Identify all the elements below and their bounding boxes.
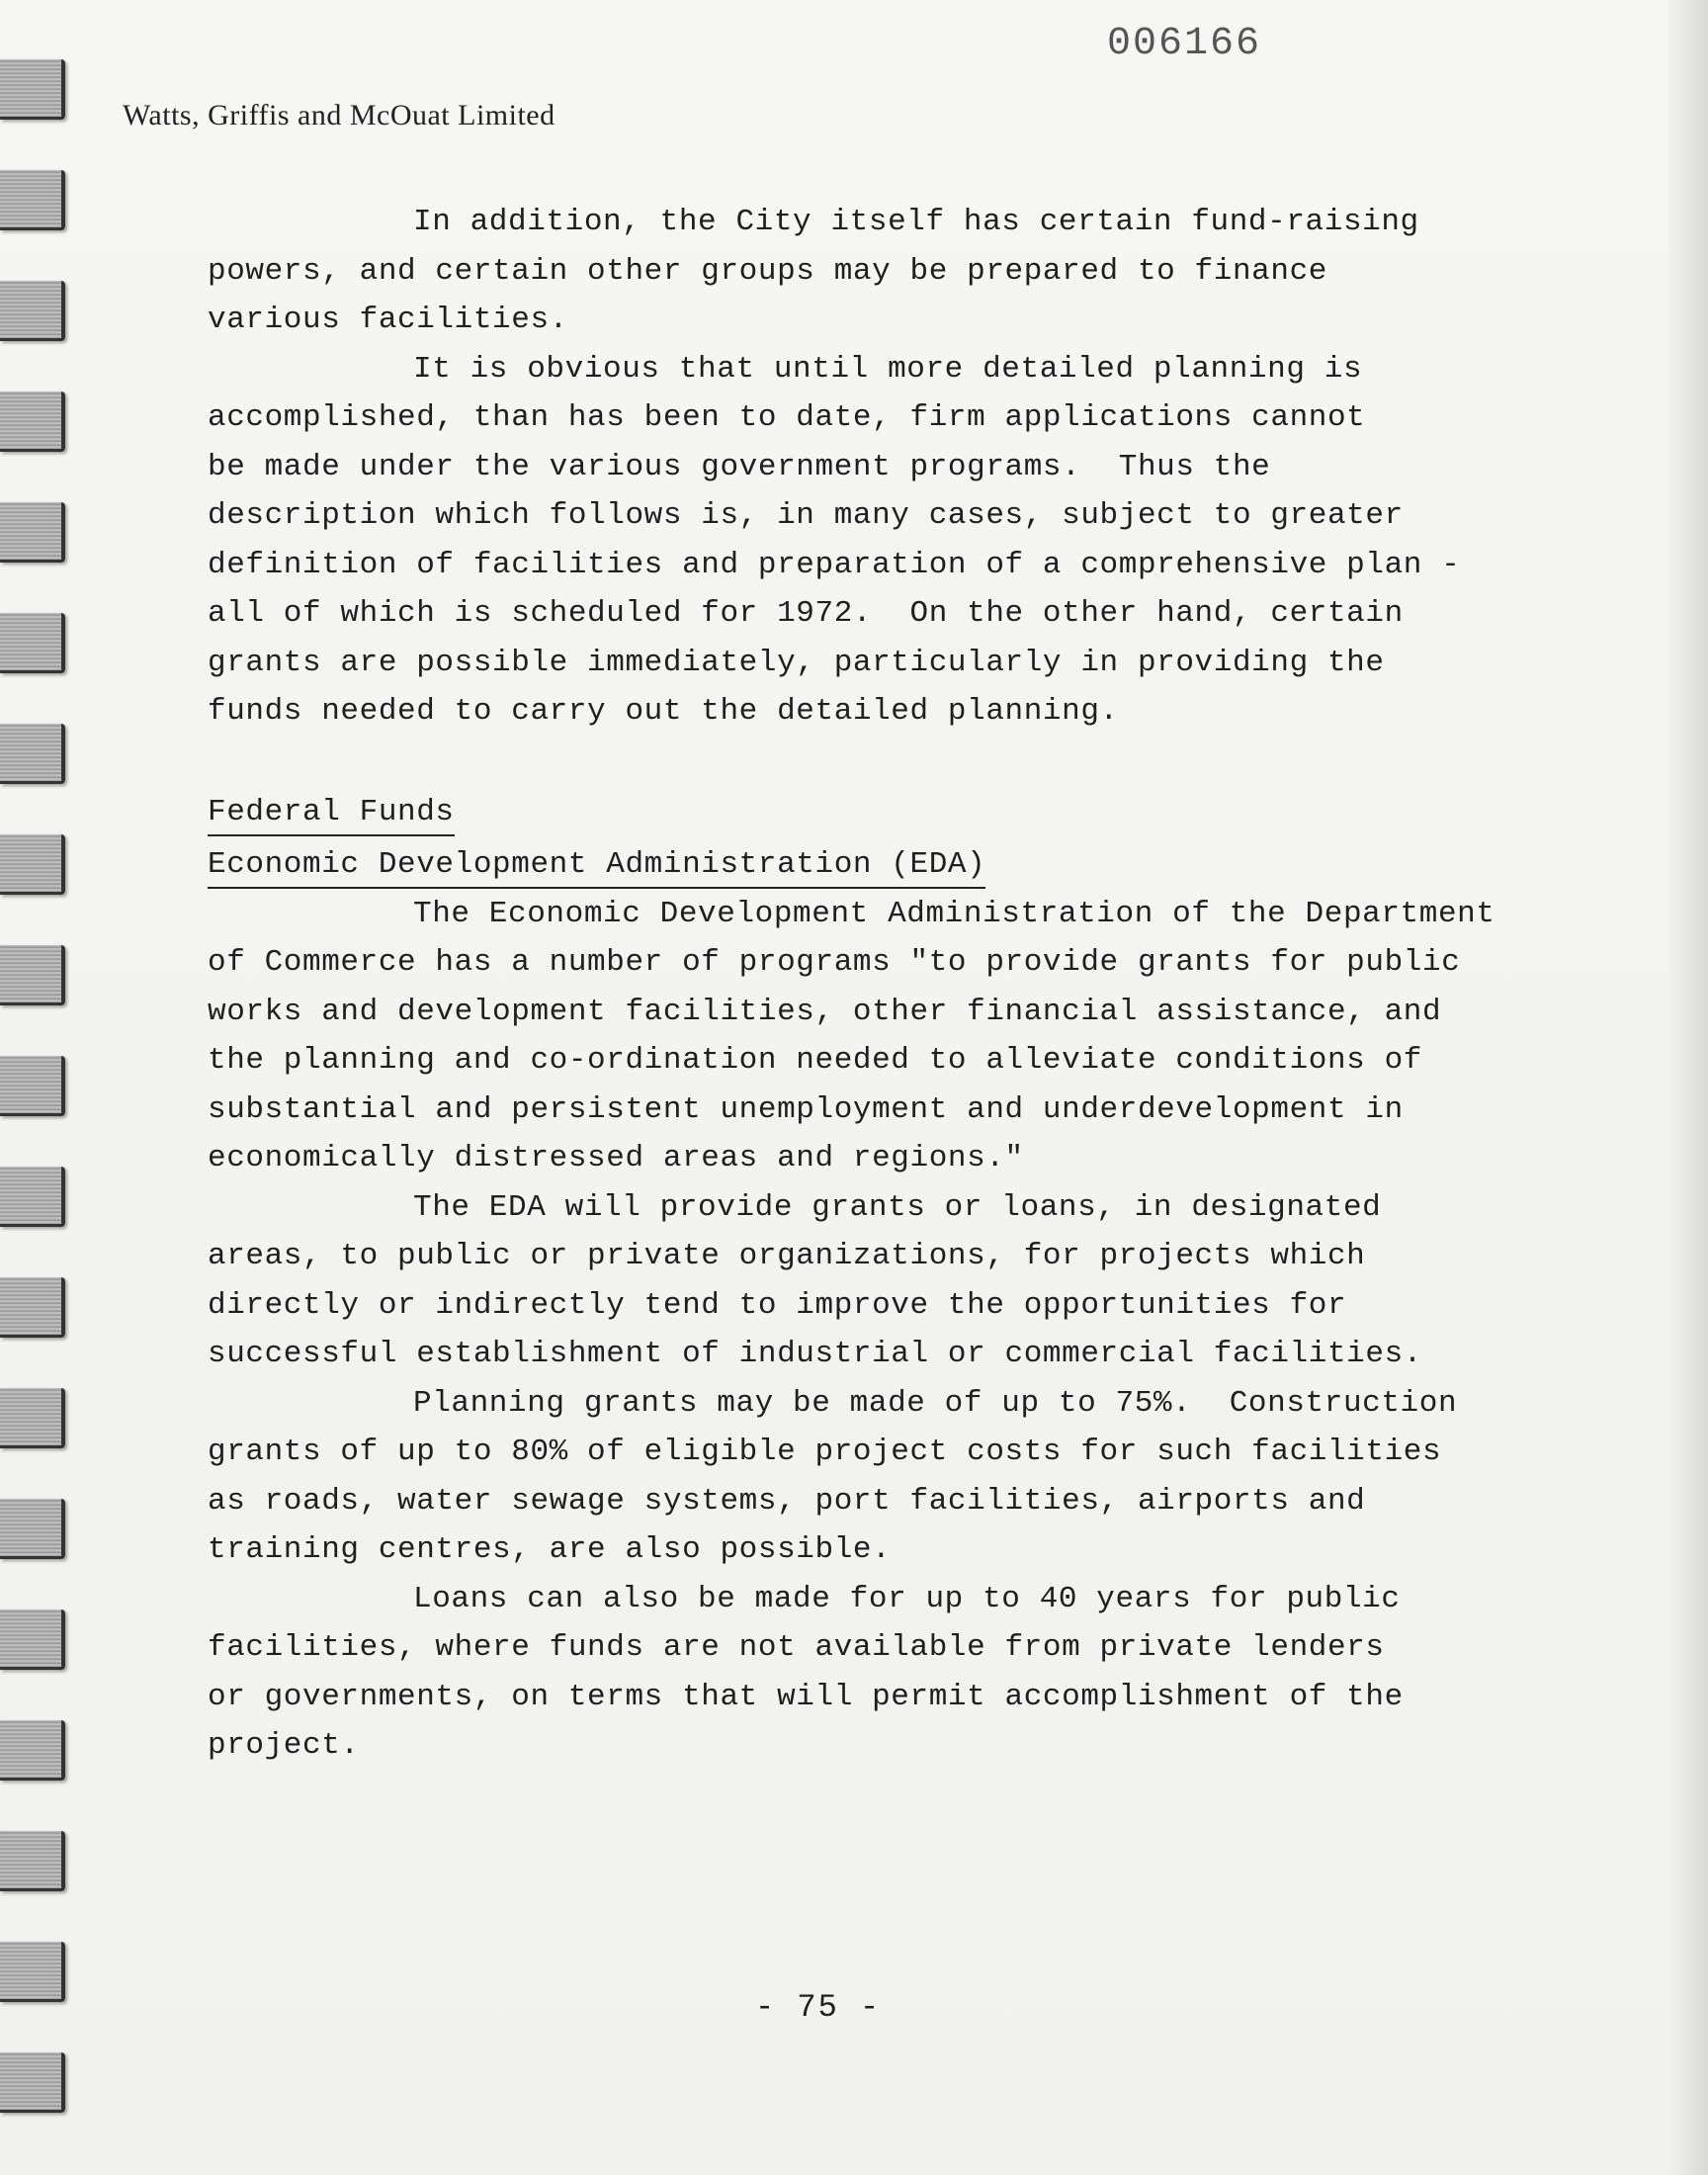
- binding-ring: [0, 1388, 65, 1448]
- text-line: training centres, are also possible.: [208, 1532, 892, 1567]
- paragraph: [208, 1183, 1572, 1379]
- text-line: The EDA will provide grants or loans, in designated: [413, 1189, 1382, 1225]
- text-line: facilities, where funds are not available from private lenders: [208, 1630, 1385, 1665]
- paragraph: [208, 198, 1572, 345]
- binding-ring: [0, 1056, 65, 1116]
- paragraph: [208, 890, 1572, 1183]
- text-line: It is obvious that until more detailed planning is: [413, 351, 1363, 387]
- document-id-stamp: 006166: [1107, 22, 1262, 66]
- binding-ring: [0, 724, 65, 784]
- binding-ring: [0, 1610, 65, 1670]
- text-line: grants of up to 80% of eligible project costs for such facilities: [208, 1435, 1442, 1469]
- paragraph: [208, 1575, 1572, 1771]
- binding-ring: [0, 1942, 65, 2002]
- text-line: areas, to public or private organizations, for projects which: [208, 1239, 1366, 1273]
- binding-ring: [0, 281, 65, 341]
- binding-ring: [0, 502, 65, 563]
- binding-ring: [0, 59, 65, 120]
- page-edge-shadow: [1668, 0, 1708, 2175]
- text-line: various facilities.: [208, 303, 568, 337]
- page-number: - 75 -: [755, 1989, 882, 2026]
- binding-ring: [0, 945, 65, 1005]
- paragraph: [208, 345, 1572, 737]
- text-line: The Economic Development Administration of the Department: [413, 896, 1495, 931]
- subsection-heading-row: [208, 840, 1572, 890]
- binding-ring: [0, 2052, 65, 2113]
- text-line: Planning grants may be made of up to 75%. Construction: [413, 1385, 1458, 1421]
- text-line: as roads, water sewage systems, port facilities, airports and: [208, 1483, 1366, 1519]
- binding-ring: [0, 1167, 65, 1227]
- text-line: directly or indirectly tend to improve the opportunities for: [208, 1287, 1347, 1323]
- section-heading-row: [208, 788, 1572, 837]
- text-line: funds needed to carry out the detailed planning.: [208, 694, 1119, 729]
- text-line: be made under the various government programs. Thus the: [208, 449, 1271, 484]
- text-line: In addition, the City itself has certain fund-raising: [413, 205, 1419, 239]
- binding-ring: [0, 1499, 65, 1559]
- binding-ring: [0, 1831, 65, 1891]
- subsection-heading: Economic Development Administration (EDA): [208, 843, 985, 889]
- binding-ring: [0, 1720, 65, 1781]
- section-gap: [208, 737, 1572, 788]
- text-line: of Commerce has a number of programs "to provide grants for public: [208, 945, 1461, 980]
- text-line: the planning and co-ordination needed to alleviate conditions of: [208, 1043, 1422, 1078]
- text-line: powers, and certain other groups may be prepared to finance: [208, 253, 1327, 289]
- text-line: all of which is scheduled for 1972. On the other hand, certain: [208, 596, 1404, 631]
- letterhead: Watts, Griffis and McOuat Limited: [123, 99, 555, 131]
- body-text: [208, 198, 1572, 1771]
- text-line: accomplished, than has been to date, firm applications cannot: [208, 400, 1366, 435]
- text-line: Loans can also be made for up to 40 years for public: [413, 1581, 1401, 1616]
- text-line: description which follows is, in many cases, subject to greater: [208, 498, 1404, 533]
- binding-ring: [0, 170, 65, 230]
- spiral-binding: [0, 40, 69, 2116]
- paragraph: [208, 1379, 1572, 1575]
- section-heading: Federal Funds: [208, 791, 455, 836]
- text-line: economically distressed areas and regions.": [208, 1141, 1024, 1175]
- text-line: substantial and persistent unemployment and underdevelopment in: [208, 1091, 1404, 1127]
- binding-ring: [0, 392, 65, 452]
- text-line: works and development facilities, other financial assistance, and: [208, 994, 1442, 1029]
- text-line: or governments, on terms that will permit accomplishment of the: [208, 1679, 1404, 1714]
- text-line: project.: [208, 1728, 360, 1763]
- text-line: successful establishment of industrial or commercial facilities.: [208, 1337, 1422, 1371]
- text-line: definition of facilities and preparation of a comprehensive plan -: [208, 547, 1461, 582]
- binding-ring: [0, 613, 65, 673]
- binding-ring: [0, 834, 65, 895]
- binding-ring: [0, 1277, 65, 1338]
- text-line: grants are possible immediately, particularly in providing the: [208, 645, 1385, 680]
